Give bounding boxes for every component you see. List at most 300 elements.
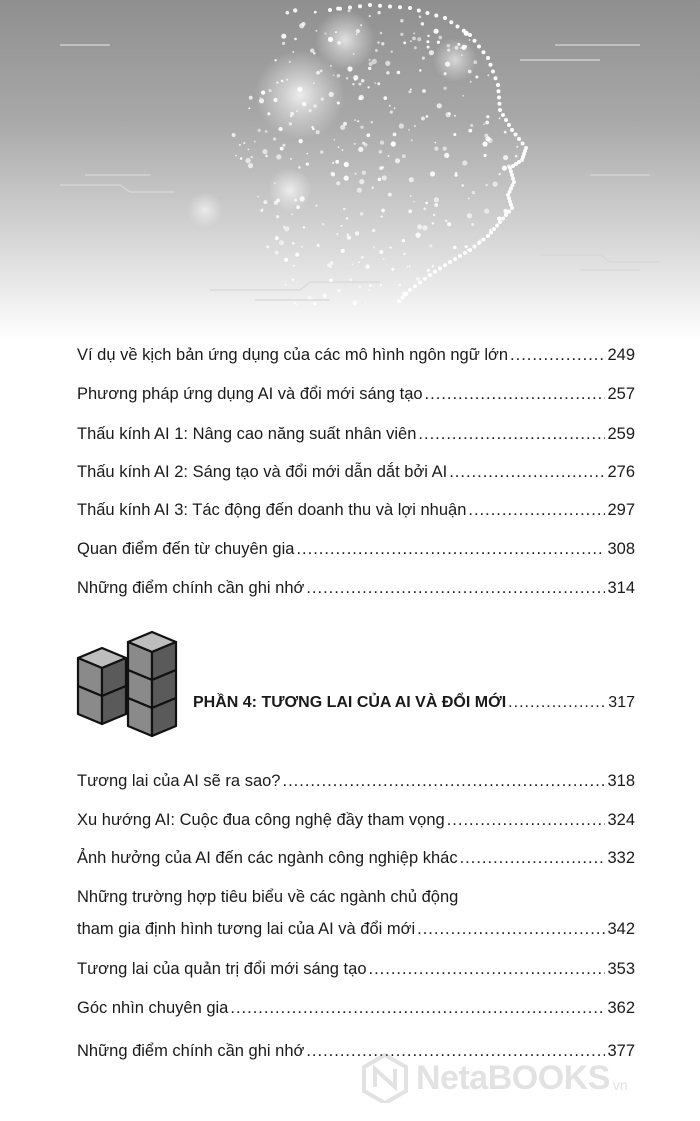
glow-dot [379, 150, 383, 154]
outline-dot [486, 234, 490, 238]
glow-dot [425, 202, 428, 205]
outline-dot [489, 63, 493, 67]
glow-dot [315, 204, 317, 206]
glow-dot [381, 42, 384, 45]
glow-dot [232, 133, 236, 137]
glow-dot [475, 75, 478, 78]
toc-entry[interactable] [77, 383, 635, 405]
glow-dot [306, 153, 308, 155]
glow-dot [503, 209, 507, 213]
outline-dot [511, 177, 515, 181]
glow-dot [344, 162, 349, 167]
glow-dot [286, 11, 290, 15]
toc-entry-title: Tương lai của AI sẽ ra sao? [77, 772, 281, 790]
glow-dot [249, 96, 253, 100]
toc-entry-title: Tương lai của quản trị đổi mới sáng tạo [77, 960, 367, 978]
outline-dot [492, 227, 496, 231]
glow-dot [306, 162, 309, 165]
outline-dot [504, 118, 508, 122]
glow-dot [419, 69, 422, 72]
glow-dot [380, 32, 383, 35]
glow-dot [447, 222, 451, 226]
glow-dot [462, 160, 467, 165]
glow-dot [262, 149, 267, 154]
outline-dot [501, 217, 505, 221]
glow-dot [413, 32, 415, 34]
outline-dot [401, 296, 405, 300]
glow-dot [473, 60, 477, 64]
outline-dot [404, 292, 408, 296]
outline-dot [489, 231, 493, 235]
glow-dot [410, 195, 412, 197]
glow-dot [386, 71, 389, 74]
toc-leader-dots [418, 423, 605, 445]
glow-dot [368, 67, 371, 70]
glow-dot [269, 89, 272, 92]
toc-entry-title: Xu hướng AI: Cuộc đua công nghệ đầy tham vọng [77, 811, 445, 829]
glow-dot [285, 284, 287, 286]
glow-dot [371, 121, 373, 123]
toc-entry-title: Những điểm chính cần ghi nhớ [77, 579, 305, 597]
glow-dot [301, 246, 303, 248]
ai-head-illustration [0, 0, 700, 340]
glow-dot [313, 52, 316, 55]
glow-dot [391, 141, 396, 146]
glow-dot [407, 266, 409, 268]
glow-dot [343, 208, 346, 211]
glow-dot [391, 51, 393, 53]
outline-dot [517, 137, 521, 141]
outline-dot [443, 263, 447, 267]
glow-dot [321, 97, 324, 100]
glow-dot [354, 143, 356, 145]
glow-dot [336, 233, 338, 235]
glow-dot [399, 284, 402, 287]
glow-dot [276, 199, 280, 203]
glow-dot [417, 37, 421, 41]
glow-dot [380, 140, 384, 144]
outline-dot [504, 213, 508, 217]
glow-dot [243, 142, 245, 144]
glow-dot [276, 154, 281, 159]
glow-dot [266, 245, 269, 248]
glow-dot [389, 105, 391, 107]
glow-dot [296, 110, 298, 112]
outline-dot [491, 70, 495, 74]
watermark-suffix: vn [612, 1077, 628, 1093]
glow-dot [409, 177, 414, 182]
glow-dot [434, 146, 438, 150]
glow-dot [422, 57, 425, 60]
glow-dot [402, 239, 405, 242]
glow-dot [353, 75, 358, 80]
outline-dot [448, 260, 452, 264]
glow-dot [300, 196, 305, 201]
glow-dot [358, 261, 360, 263]
glow-dot [295, 253, 299, 257]
glow-dot [352, 83, 354, 85]
outline-dot [398, 5, 402, 9]
glow-dot [291, 213, 293, 215]
glow-dot [316, 71, 320, 75]
toc-entry[interactable] [77, 577, 635, 599]
glow-dot [289, 122, 292, 125]
outline-dot [501, 113, 505, 117]
outline-dot [438, 267, 442, 271]
stacked-cubes-icon [72, 628, 182, 748]
glow-dot [408, 129, 410, 131]
outline-dot [397, 299, 401, 303]
glow-dot [454, 115, 456, 117]
glow-dot [348, 9, 351, 12]
glow-dot [355, 231, 359, 235]
glow-dot [361, 79, 365, 83]
glow-dot [248, 163, 253, 168]
glow-dot [265, 130, 268, 133]
glow-dot [254, 141, 256, 143]
glow-dot [444, 153, 449, 158]
outline-dot [408, 6, 412, 10]
outline-dot [443, 16, 447, 20]
toc-entry[interactable] [77, 538, 635, 560]
toc-entry-page: 308 [607, 540, 635, 558]
glow-dot [462, 95, 464, 97]
glow-dot [335, 160, 339, 164]
netabooks-watermark [360, 1052, 690, 1104]
glow-dot [341, 225, 343, 227]
outline-dot [494, 76, 498, 80]
glow-dot [434, 203, 438, 207]
glow-dot [353, 53, 355, 55]
glow-dot [483, 123, 485, 125]
outline-dot [358, 4, 362, 8]
outline-dot [433, 270, 437, 274]
glow-dot [296, 205, 300, 209]
glow-dot [421, 22, 425, 26]
outline-dot [413, 284, 417, 288]
glow-dot [346, 217, 348, 219]
glow-dot [292, 279, 294, 281]
glow-dot [358, 285, 361, 288]
glow-dot [377, 41, 379, 43]
glow-dot [263, 200, 267, 204]
glow-dot [497, 216, 501, 220]
toc-leader-dots [296, 538, 605, 560]
toc-leader-dots [460, 847, 606, 869]
glow-dot [413, 201, 415, 203]
toc-entry[interactable] [77, 918, 635, 940]
glow-dot [369, 289, 371, 291]
outline-dot [418, 281, 422, 285]
glow-dot [453, 133, 456, 136]
glow-dot [356, 33, 358, 35]
glow-dot [259, 98, 264, 103]
outline-dot [495, 224, 499, 228]
glow-dot [426, 115, 429, 118]
toc-entry[interactable] [77, 958, 635, 980]
glow-dot [447, 44, 450, 47]
glow-dot [257, 196, 259, 198]
glow-dot [235, 155, 237, 157]
glow-dot [433, 214, 435, 216]
glow-dot [282, 42, 285, 45]
toc-entry-title: Những điểm chính cần ghi nhớ [77, 1042, 305, 1060]
glow-dot [472, 191, 475, 194]
glow-dot [381, 216, 383, 218]
toc-entry[interactable] [77, 809, 635, 831]
glow-dot [421, 117, 425, 121]
toc-leader-dots [508, 692, 606, 714]
glow-dot [372, 59, 377, 64]
outline-dot [510, 173, 514, 177]
outline-dot [468, 248, 472, 252]
glow-dot [275, 251, 279, 255]
outline-dot [496, 83, 500, 87]
glow-dot [385, 61, 390, 66]
glow-dot [369, 284, 372, 287]
glow-dot [377, 82, 380, 85]
part-4-heading[interactable] [193, 692, 635, 714]
glow-dot [371, 186, 374, 189]
glow-dot [427, 269, 430, 272]
glow-dot [299, 23, 304, 28]
glow-dot [275, 236, 279, 240]
outline-dot [482, 238, 486, 242]
glow-dot [315, 30, 317, 32]
glow-dot [368, 59, 370, 61]
glow-dot [483, 141, 488, 146]
outline-dot [456, 25, 460, 29]
glow-dot [281, 34, 286, 39]
glow-dot [382, 175, 387, 180]
glow-dot [429, 50, 434, 55]
glow-dot [274, 182, 276, 184]
toc-entry-page: 297 [607, 501, 635, 519]
glow-dot [283, 226, 286, 229]
glow-dot [320, 150, 323, 153]
glow-dot [358, 82, 361, 85]
glow-dot [471, 223, 474, 226]
glow-dot [486, 115, 489, 118]
glow-dot [337, 101, 340, 104]
glow-dot [381, 209, 385, 213]
glow-dot [302, 102, 306, 106]
glow-dot [504, 131, 507, 134]
glow-dot [312, 128, 315, 131]
glow-dot [448, 112, 451, 115]
toc-leader-dots [449, 461, 605, 483]
glow-dot [360, 126, 363, 129]
glow-dot [470, 81, 472, 83]
glow-dot [445, 220, 447, 222]
glow-dot [293, 8, 297, 12]
glow-dot [393, 133, 397, 137]
outline-dot [423, 277, 427, 281]
glow-dot [414, 46, 417, 49]
glow-dot [329, 92, 334, 97]
glow-dot [334, 139, 336, 141]
outline-dot [482, 50, 486, 54]
glow-dot [443, 87, 446, 90]
glow-dot [340, 125, 345, 130]
glow-dot [391, 268, 394, 271]
glow-dot [332, 162, 334, 164]
glow-dot [349, 278, 352, 281]
toc-entry-page: 353 [607, 960, 635, 978]
glow-dot [303, 226, 305, 228]
toc-leader-dots [230, 997, 605, 1019]
toc-entry-title: Ảnh hưởng của AI đến các ngành công nghiệp khác [77, 849, 458, 867]
toc-entry[interactable] [77, 770, 635, 792]
toc-entry-title: tham gia định hình tương lai của AI và đổi mới [77, 920, 416, 938]
glow-dot [432, 265, 434, 267]
glow-dot [355, 173, 357, 175]
toc-entry-title: Thấu kính AI 2: Sáng tạo và đổi mới dẫn dắt bởi AI [77, 463, 448, 481]
glow-dot [403, 41, 406, 44]
outline-dot [510, 128, 514, 132]
glow-dot [347, 233, 350, 236]
glow-dot [246, 158, 251, 163]
glow-dot [294, 199, 297, 202]
toc-entry[interactable] [77, 344, 635, 366]
glow-dot [485, 121, 489, 125]
glow-dot [330, 172, 334, 176]
outline-dot [428, 273, 432, 277]
glow-dot [455, 46, 459, 50]
glow-dot [461, 184, 464, 187]
toc-leader-dots [369, 958, 606, 980]
glow-dot [317, 244, 320, 247]
glow-dot [468, 70, 472, 74]
glow-dot [324, 32, 326, 34]
outline-dot [417, 9, 421, 13]
glow-dot [464, 45, 467, 48]
glow-dot [484, 209, 489, 214]
glow-dot [248, 149, 250, 151]
glow-dot [361, 256, 364, 259]
glow-dot [309, 109, 312, 112]
outline-dot [463, 251, 467, 255]
glow-dot [402, 154, 406, 158]
glow-dot [259, 97, 261, 99]
glow-dot [390, 247, 392, 249]
glow-dot [408, 209, 412, 213]
glow-dot [437, 103, 442, 108]
glow-dot [374, 82, 376, 84]
toc-entry[interactable] [77, 997, 635, 1019]
toc-entry[interactable] [77, 461, 635, 483]
toc-leader-dots [417, 918, 605, 940]
glow-dot [341, 149, 343, 151]
glow-dot [251, 156, 253, 158]
glow-dot [297, 87, 302, 92]
glow-dot [372, 229, 375, 232]
glow-dot [336, 181, 340, 185]
glow-dot [453, 246, 457, 250]
outline-dot [521, 142, 525, 146]
toc-entry[interactable] [77, 423, 635, 445]
toc-entry-title-line1: Những trường hợp tiêu biểu về các ngành chủ động [77, 888, 459, 906]
glow-dot [429, 244, 432, 247]
glow-dot [409, 265, 411, 267]
glow-dot [314, 11, 317, 14]
toc-entry-page: 276 [607, 463, 635, 481]
glow-dot [367, 86, 369, 88]
glow-dot [265, 155, 268, 158]
glow-dot [290, 112, 294, 116]
glow-dot [313, 82, 315, 84]
outline-dot [453, 257, 457, 261]
glow-dot [419, 15, 422, 18]
glow-dot [320, 70, 323, 73]
glow-dot [390, 111, 393, 114]
toc-leader-dots [282, 770, 605, 792]
glow-dot [267, 112, 270, 115]
glow-dot [383, 258, 385, 260]
outline-dot [348, 6, 352, 10]
glow-dot [366, 133, 370, 137]
outline-dot [477, 45, 481, 49]
toc-entry[interactable] [77, 499, 635, 521]
toc-entry-page: 257 [607, 385, 635, 403]
glow-dot [335, 31, 337, 33]
glow-dot [330, 261, 334, 265]
toc-entry-title: Thấu kính AI 1: Nâng cao năng suất nhân viên [77, 425, 417, 443]
glow-dot [430, 171, 435, 176]
glow-dot [422, 225, 427, 230]
glow-dot [379, 166, 383, 170]
glow-dot [282, 80, 284, 82]
glow-dot [362, 171, 366, 175]
glow-dot [467, 213, 472, 218]
glow-dot [278, 127, 282, 131]
glow-dot [337, 289, 341, 293]
glow-dot [328, 37, 333, 42]
glow-dot [369, 15, 371, 17]
toc-entry-page: 332 [607, 849, 635, 867]
glow-dot [358, 97, 361, 100]
glow-dot [379, 250, 383, 254]
outline-dot [497, 89, 501, 93]
glow-dot [454, 174, 457, 177]
toc-entry-page: 362 [607, 999, 635, 1017]
outline-dot [477, 241, 481, 245]
outline-dot [497, 96, 501, 100]
toc-entry[interactable] [77, 847, 635, 869]
glow-dot [465, 245, 468, 248]
glow-dot [279, 240, 284, 245]
outline-dot [486, 56, 490, 60]
glow-dot [313, 302, 316, 305]
part-4-page: 317 [608, 694, 635, 711]
toc-entry-page: 377 [607, 1042, 635, 1060]
glow-dot [443, 147, 447, 151]
toc-entry-title: Quan điểm đến từ chuyên gia [77, 540, 295, 558]
outline-dot [509, 170, 513, 174]
outline-dot [462, 29, 466, 33]
glow-dot [423, 208, 426, 211]
glow-dot [438, 36, 442, 40]
glow-dot [437, 41, 440, 44]
outline-dot [514, 133, 518, 137]
glow-dot [487, 74, 489, 76]
glow-dot [284, 258, 288, 262]
glow-dot [422, 89, 426, 93]
glow-dot [400, 33, 403, 36]
glow-dot [273, 98, 277, 102]
glow-dot [416, 233, 421, 238]
glow-dot [286, 79, 288, 81]
